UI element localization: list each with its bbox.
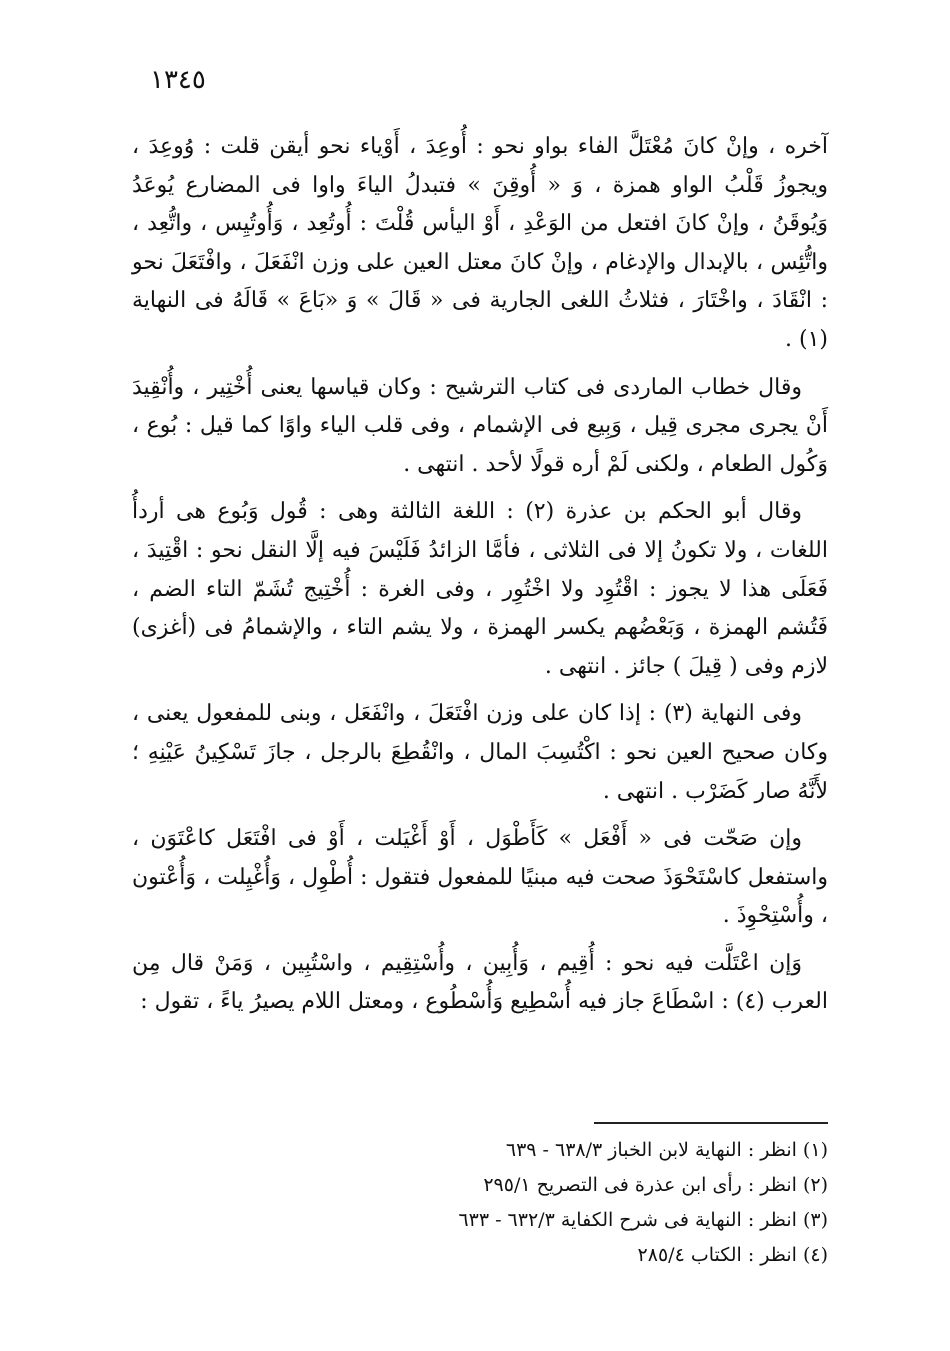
- paragraph: وقال خطاب الماردى فى كتاب الترشيح : وكان قياسها يعنى أُخْتِير ، وأُنْقِيدَ أَنْ يجرى مجرى قِيل ، وَبِيع فى الإشمام ، وفى قلب الياء واوًا كما قيل : بُوع ، وَكُول الطعام ، ولكنى لَمْ أره قولًا لأحد . انتهى .: [132, 374, 828, 477]
- paragraph: وَإن اعْتَلَّت فيه نحو : أُقِيم ، وَأُبِين ، وأُسْتِقِيم ، واسْتُبِين ، وَمَنْ قال مِن العرب (٤) : اسْطَاعَ جاز فيه أُسْطِيع وَأُسْطُوع ، ومعتل اللام يصيرُ ياءً ، تقول :: [132, 950, 828, 1015]
- footnote: (٤) انظر : الكتاب ٢٨٥/٤: [637, 1244, 828, 1266]
- paragraph: آخره ، وإنْ كانَ مُعْتَلَّ الفاء بواو نحو : أُوعِدَ ، أَوْياء نحو أيقن قلت : وُوعِدَ ، ويجوزُ قَلْبُ الواو همزة ، وَ « أُوقِنَ » فتبدلُ الياءَ واوا فى المضارع يُوعَدُ وَيُوقَنُ ، وإنْ كانَ افتعل من الوَعْدِ ، أَوْ اليأس قُلْتَ : أُوتُعِد ، وَأُوتُيِس ، واتُّعِد ، واتُّئِس ، بالإبدال والإدغام ، وإنْ كانَ معتل العين على وزن انْفَعَلَ ، وافْتَعَلَ نحو : انْقَادَ ، واخْتَارَ ، فثلاثُ اللغى الجارية فى « قَالَ » وَ «بَاعَ » قَالَهُ فى النهاية (١) .: [132, 134, 828, 352]
- footnote: (١) انظر : النهاية لابن الخباز ٦٣٨/٣ - ٦٣٩: [505, 1139, 828, 1161]
- footnote-separator: [594, 1122, 828, 1124]
- main-text: [132, 128, 828, 1031]
- paragraph: وإن صَحّت فى « أَفْعَل » كَأَطْوَل ، أَوْ أَغْيَلت ، أَوْ فى افْتَعَل كاعْتَوَن ، واستفعل كاسْتَحْوَذَ صحت فيه مبنيًا للمفعول فتقول : أُطْوِل ، وَأُغْيِلت ، وَأُعْتون ، وأُسْتِحْوِذَ .: [132, 826, 828, 929]
- paragraph: وقال أبو الحكم بن عذرة (٢) : اللغة الثالثة وهى : قُول وَبُوع هى أردأُ اللغات ، ولا تكونُ إلا فى الثلاثى ، فأمَّا الزائدُ فَلَيْسَ فيه إلَّا النقل نحو : اقْتِيدَ ، فَعَلَى هذا لا يجوز : اقْتُوِد ولا اخْتُوِر ، وفى الغرة : أُخْتِيج تُشَمّ التاء الضم ، فَتُشم الهمزة ، وَبَعْضُهم يكسر الهمزة ، ولا يشم التاء ، والإشمامُ فى (أغزى) لازم وفى ( قِيلَ ) جائز . انتهى .: [132, 499, 828, 679]
- footnote: (٣) انظر : النهاية فى شرح الكفاية ٦٣٢/٣ - ٦٣٣: [458, 1209, 828, 1231]
- page-number: ١٣٤٥: [150, 65, 206, 95]
- footnote: (٢) انظر : رأى ابن عذرة فى التصريح ٢٩٥/١: [483, 1174, 828, 1196]
- footnotes: [300, 1134, 828, 1274]
- paragraph: وفى النهاية (٣) : إذا كان على وزن افْتَعَلَ ، وانْفَعَل ، وبنى للمفعول يعنى ، وكان صحيح العين نحو : اكْتُسِبَ المال ، وانْقُطِعَ بالرجل ، جازَ تَسْكِينُ عَيْنِهِ ؛ لأَنَّهُ صار كَضَرْب . انتهى .: [132, 701, 828, 804]
